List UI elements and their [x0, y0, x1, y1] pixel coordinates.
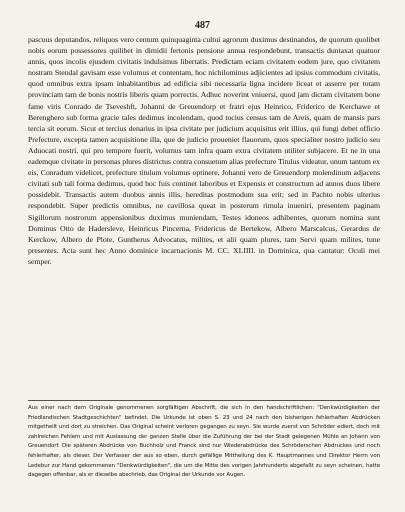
page-number: 487 — [195, 20, 210, 31]
footnote: Aus einer nach dem Originale genommenen sorgfältigen Abschrift, die sich in den handschriftlichen: "Denkwürdigkeiten der Friedlandischen Stadtgeschichten" befindet. Die Urkunde ist oben S. 23 und 24 nach den bisherigen fehlerhaften Abdrücken mitgetheilt und dort zu streichen. Das Original scheint verloren gegangen zu seyn. Sie wurde zuerst von Schröder ediert, doch mit zahlreichen Fehlern und mit Auslassung der ganzen Stelle über die Zuführung der bei der Stadt gelegenen Mühle an Johann von Greuendorf. Die späteren Abdrücke von Buchholz und Franck sind nur Wiederabdrücke des Schröderschen Abdruckes und noch fehlerhafter, als dieser. Der Verfasser der aus so eben, durch gefällige Mittheilung des K. Hauptmannes und Direktor Herrn von Ledebur zur Hand gekommenen "Denkwürdigkeiten", die um die Mitte des vorigen Jahrhunderts abgefaßt zu seyn scheinen, hatte dagegen offenbar, als er dieselbe abschrieb, das Original der Urkunde vor Augen. — [28, 405, 380, 479]
footnote-divider — [28, 400, 380, 401]
charter-text: pascuus deputandos, reliquos vero centum quinquaginta cultui agrorum duximus destinandos, de quorum quolibet nobis eorum possessores quilibet in dimidii fertonis pensione annua respondebunt, transactis duntaxat quatuor annis, quos incolis ejusdem civitatis indulsimus libertatis. Predictam eciam civitatem eodem jure, quo civitatem nostram Stendal gavisam esse volumus et contentam, hoc nichilominus adjicientes ad ipsius commodum civitatis, quod omnibus extra ipsam inhabitantibus ad edificia sibi necessaria ligna incidere liceat et asserre per totam provinciam tam de bonis nostris liberis quam porrectis. Adhuc noverint vniuersi, quod jam dictam civitatem bone fame viris Conrado de Tseveshft, Johanni de Greuendorp et fratri ejus Heinrico, Friderico de Kerchawe et Berenghero sub forma gracie tales dedimus incolendam, quod tocius census tam de Areis, quam de mansis pars tercia sit eorum. Sicut et tercius denarius in ipsa civitate per judicium acquisitus erit illius, qui fungi debet officio Prefecture, excepta tamen acquisitione illa, que de judicio proueniet flauorum, quos specialiter nostro judicio seu Aduocati nostri, qui pro tempore fuerit, volumus tam infra quam extra civitatem utiliter subjacere. Et ne in una eademque civitate in personas plures districtus contra consuetum alias prefecture Titulus videatur, unum tantum ex eis, Conradum videlicet, prefecture titulum volumus optinere, Johanni vero de Greuendorp molendinum adjacens civitati sub tali forma dedimus, quod hoc fuis continet laboribus et Expensis et constructum ad annos duos libere possidebit. Transactis autem duobus annis illis, hereditas postmodum sua erit; sed in Pachto nobis ulterius respondebit. Super predictis omnibus, ne cavillosa queat in posterum rimula inueniri, presentem paginam Sigillorum nostrorum appensionibus duximus muniendam, Testes idoneos adhibentes, quorum nomina sunt Dominus Otto de Hadersleve, Heinricus Pincerna, Fridericus de Bertekow, Albero Marscalcus, Gerardus de Kerckow, Albero de Plote, Guntherus Advocatus, milites, et alii quam plures, tam Servi quam milites, tune presentes. Acta sunt hec Anno dominice incarnacionis M. CC. XLIIII. in Dominica, qua cantatur: Oculi mei semper. — [28, 35, 380, 266]
